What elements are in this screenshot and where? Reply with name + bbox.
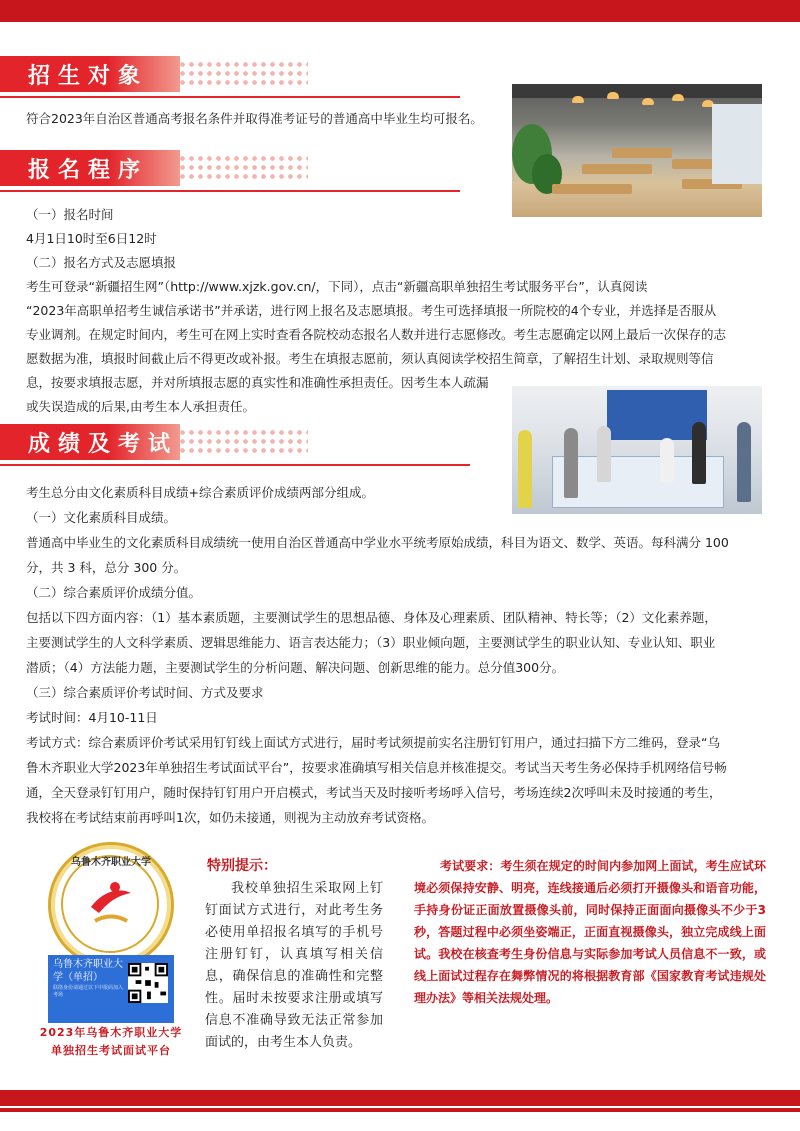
lab-photo: [512, 386, 762, 514]
section-header-score-exam: [0, 424, 470, 460]
score-paragraph-line: 考生总分由文化素质科目成绩+综合素质评价成绩两部分组成。: [26, 485, 374, 500]
registration-paragraph-line: 考生可登录“新疆招生网”（http://www.xjzk.gov.cn/，下同），点击“新疆高职单独招生考试服务平台”，认真阅读: [26, 279, 648, 294]
registration-time-value: 4月1日10时至6日12时: [26, 231, 157, 246]
section-title: 招生对象: [28, 63, 149, 89]
special-tips-body: 我校单独招生采取网上钉钉面试方式进行，对此考生务必使用单招报名填写的手机号注册钉钉，认真填写相关信息，确保信息的准确性和完整性。届时未按要求注册或填写信息不准确导致无法正常参加面试的，由考生本人负责。: [205, 881, 383, 1050]
score-paragraph-line: 通，全天登录钉钉用户，随时保持钉钉用户开启模式，考试当天及时接听考场呼入信号，考场连续2次呼叫未及时接通的考生，: [26, 785, 722, 800]
dingtalk-qr-card[interactable]: [48, 955, 174, 1023]
section-title: 成绩及考试: [28, 431, 179, 457]
bottom-thin-bar: [0, 1108, 800, 1112]
bottom-banner-bar: [0, 1090, 800, 1106]
canteen-photo: [512, 84, 762, 217]
registration-paragraph-line: 愿数据为准，填报时间截止后不得更改或补报。考生在填报志愿前，须认真阅读学校招生简章，了解招生计划、录取规则等信: [26, 351, 714, 366]
top-banner-bar: [0, 0, 800, 22]
section-title: 报名程序: [28, 157, 149, 183]
exam-requirements-text: 考试要求：考生须在规定的时间内参加网上面试，考生应试环境必须保持安静、明亮，连线接通后必须打开摄像头和语音功能，手持身份证正面放置摄像头前，同时保持正面面向摄像头不少于3秒，答题过程中必须坐姿端正，正面直视摄像头，独立完成线上面试。我校在核查考生身份信息与实际参加考试人员信息不一致，或线上面试过程存在舞弊情况的将根据教育部《国家教育考试违规处理办法》等相关法规处理。: [414, 859, 766, 1005]
university-logo: [48, 842, 174, 968]
score-paragraph-line: （三）综合素质评价考试时间、方式及要求: [26, 685, 264, 700]
recruit-target-text: 符合2023年自治区普通高考报名条件并取得准考证号的普通高中毕业生均可报名。: [26, 111, 483, 126]
score-paragraph-line: （一）文化素质科目成绩。: [26, 510, 177, 525]
platform-caption: 2023年乌鲁木齐职业大学单独招生考试面试平台: [39, 1026, 183, 1057]
registration-time-heading: （一）报名时间: [26, 207, 114, 222]
registration-paragraph-line: 息，按要求填报志愿，并对所填报志愿的真实性和准确性承担责任。因考生本人疏漏: [26, 375, 489, 390]
score-paragraph-line: 考试方式：综合素质评价考试采用钉钉线上面试方式进行，届时考试须提前实名注册钉钉用户，通过扫描下方二维码，登录“乌: [26, 735, 720, 750]
registration-paragraph-line: 专业调剂。在规定时间内，考生可在网上实时查看各院校动态报名人数并进行志愿修改。考生志愿确定以网上最后一次保存的志: [26, 327, 727, 342]
logo-ring-text: 乌鲁木齐职业大学: [71, 857, 151, 868]
special-tips-heading: 特别提示：: [207, 858, 277, 874]
registration-method-heading: （二）报名方式及志愿填报: [26, 255, 177, 270]
qr-code-icon[interactable]: [128, 963, 168, 1003]
runner-emblem-icon: [85, 877, 135, 927]
score-paragraph-line: （二）综合素质评价成绩分值。: [26, 585, 202, 600]
registration-paragraph-line: 或失误造成的后果,由考生本人承担责任。: [26, 399, 255, 414]
card-description: 联络身份请通过以下中报码加入考场: [53, 985, 124, 998]
card-name: 乌鲁木齐职业大学（单招）: [53, 959, 123, 983]
registration-paragraph-line: “2023年高职单招考生诚信承诺书”并承诺，进行网上报名及志愿填报。考生可选择填报一所院校的4个专业，并选择是否服从: [26, 303, 717, 318]
score-paragraph-line: 鲁木齐职业大学2023年单独招生考试面试平台”，按要求准确填写相关信息并核准提交。考试当天考生务必保持手机网络信号畅: [26, 760, 727, 775]
score-paragraph-line: 主要测试学生的人文科学素质、逻辑思维能力、语言表达能力；（3）职业倾向题，主要测试学生的职业认知、专业认知、职业: [26, 635, 716, 650]
score-paragraph-line: 分，共 3 科，总分 300 分。: [26, 560, 187, 575]
score-paragraph-line: 潜质；（4）方法能力题，主要测试学生的分析问题、解决问题、创新思维的能力。总分值300分。: [26, 660, 565, 675]
score-paragraph-line: 考试时间：4月10-11日: [26, 710, 158, 725]
score-paragraph-line: 普通高中毕业生的文化素质科目成绩统一使用自治区普通高中学业水平统考原始成绩，科目为语文、数学、英语。每科满分 100: [26, 535, 729, 550]
score-paragraph-line: 包括以下四方面内容：（1）基本素质题，主要测试学生的思想品德、身体及心理素质、团队精神、特长等；（2）文化素养题，: [26, 610, 717, 625]
section-header-recruit-target: [0, 56, 460, 92]
section-header-registration: [0, 150, 460, 186]
score-paragraph-line: 我校将在考试结束前再呼叫1次，如仍未接通，则视为主动放弃考试资格。: [26, 810, 434, 825]
